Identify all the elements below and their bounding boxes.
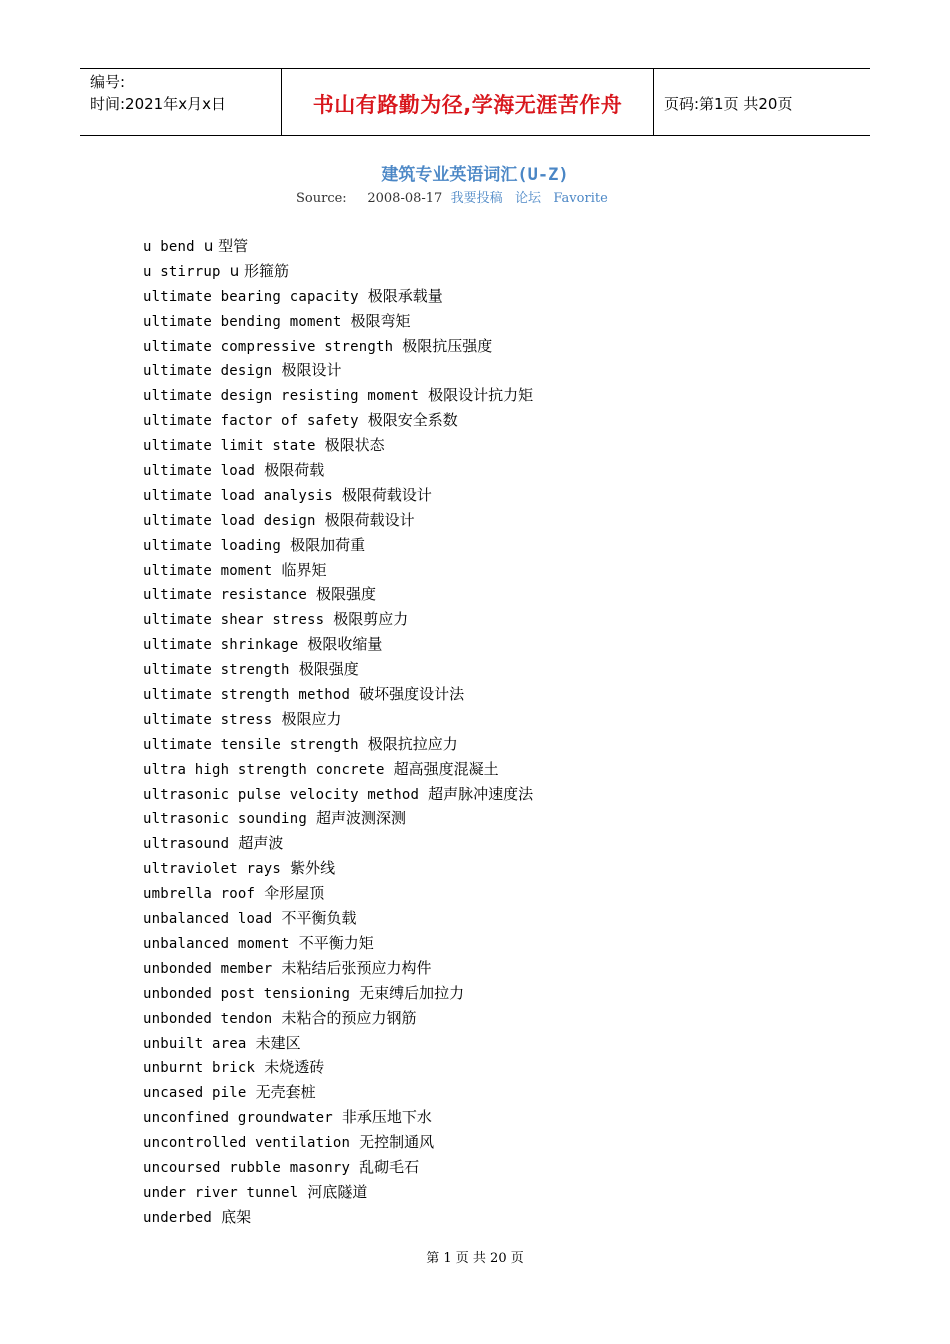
vocab-term-chinese: 底架: [221, 1207, 252, 1226]
vocab-term-chinese: 极限抗压强度: [402, 336, 493, 355]
document-title: 建筑专业英语词汇(U-Z): [381, 165, 569, 185]
vocab-term-chinese: 超声脉冲速度法: [428, 784, 534, 803]
vocab-term-chinese: 极限应力: [281, 709, 342, 728]
vocab-entry: [143, 483, 533, 508]
vocab-entry: [143, 1130, 533, 1155]
vocab-term-chinese: 河底隧道: [307, 1182, 368, 1201]
vocab-term-chinese: 超声波测深测: [315, 809, 406, 828]
vocab-term-english: ultimate design: [143, 363, 273, 380]
vocab-entry: [143, 582, 533, 607]
header-meta: [80, 69, 281, 135]
vocab-term-english: under river tunnel: [143, 1184, 299, 1201]
vocab-term-english: ultimate tensile strength: [143, 736, 359, 753]
vocab-term-english: ultimate load design: [143, 512, 316, 529]
vocab-term-english: umbrella roof: [143, 886, 256, 903]
vocab-entry: [143, 831, 533, 856]
vocab-term-chinese: 极限荷载设计: [341, 485, 432, 504]
vocab-term-chinese: 非承压地下水: [341, 1108, 432, 1127]
vocab-entry: [143, 657, 533, 682]
vocab-term-english: ultraviolet rays: [143, 861, 282, 878]
vocab-term-english: ultimate limit state: [143, 438, 316, 455]
vocab-term-english: ultimate resistance: [143, 587, 307, 604]
vocab-entry: [143, 1006, 533, 1031]
vocab-term-english: unbuilt area: [143, 1035, 247, 1052]
vocab-term-chinese: 极限收缩量: [307, 635, 383, 654]
vocab-term-chinese: 极限剪应力: [333, 610, 409, 629]
vocab-term-english: ultra high strength concrete: [143, 761, 385, 778]
vocab-term-english: ultimate moment: [143, 562, 273, 579]
vocab-term-chinese: 不平衡负载: [281, 909, 357, 928]
vocab-term-chinese: 极限承载量: [367, 286, 443, 305]
vocab-entry: [143, 508, 533, 533]
vocab-term-chinese: 极限强度: [298, 660, 359, 679]
source-line: [296, 187, 608, 206]
vocab-entry: [143, 1180, 533, 1205]
vocab-entry: [143, 259, 533, 284]
vocab-term-chinese: 极限安全系数: [367, 411, 458, 430]
page-footer: 第 1 页 共 20 页: [426, 1251, 524, 1266]
source-label: Source:: [296, 191, 347, 206]
vocab-term-english: underbed: [143, 1209, 213, 1226]
vocab-entry: [143, 284, 533, 309]
vocab-term-english: unbonded post tensioning: [143, 985, 351, 1002]
vocab-entry: [143, 334, 533, 359]
vocab-term-chinese: 极限荷载: [264, 461, 325, 480]
vocab-term-chinese: 极限强度: [315, 585, 376, 604]
vocab-entry: [143, 1155, 533, 1180]
source-date: 2008-08-17: [367, 191, 443, 206]
vocab-entry: [143, 682, 533, 707]
vocab-entry: [143, 533, 533, 558]
vocab-term-chinese: 未粘合的预应力钢筋: [281, 1008, 417, 1027]
vocab-entry: [143, 632, 533, 657]
number-label: 编号:: [90, 73, 126, 91]
vocab-term-english: unbalanced moment: [143, 935, 290, 952]
vocab-entry: [143, 956, 533, 981]
vocab-term-english: ultimate strength method: [143, 687, 351, 704]
vocab-term-english: ultimate loading: [143, 537, 282, 554]
vocab-entry: [143, 1055, 533, 1080]
vocab-term-english: unconfined groundwater: [143, 1110, 333, 1127]
vocab-term-chinese: 超高强度混凝土: [393, 759, 499, 778]
vocab-term-chinese: 极限设计: [281, 361, 342, 380]
vocab-term-chinese: u 型管: [203, 237, 249, 255]
vocab-entry: [143, 782, 533, 807]
vocab-term-english: uncoursed rubble masonry: [143, 1159, 351, 1176]
vocab-entry: [143, 732, 533, 757]
vocab-term-english: unbalanced load: [143, 911, 273, 928]
vocab-entry: [143, 433, 533, 458]
vocab-term-english: u bend: [143, 239, 195, 255]
vocab-entry: [143, 757, 533, 782]
time-label: 时间:2021年x月x日: [90, 95, 226, 113]
vocab-term-chinese: 极限设计抗力矩: [428, 386, 534, 405]
vocab-term-chinese: 未烧透砖: [264, 1058, 325, 1077]
vocab-term-chinese: 临界矩: [281, 560, 327, 579]
vocab-term-chinese: 无束缚后加拉力: [359, 983, 465, 1002]
vocab-term-english: ultimate shear stress: [143, 612, 325, 629]
vocab-entry: [143, 1031, 533, 1056]
vocab-term-chinese: 紫外线: [290, 859, 336, 878]
vocab-entry: [143, 1105, 533, 1130]
vocab-term-chinese: 极限荷载设计: [324, 510, 415, 529]
vocab-entry: [143, 707, 533, 732]
vocab-term-chinese: 未粘结后张预应力构件: [281, 958, 432, 977]
vocab-entry: [143, 383, 533, 408]
favorite-link[interactable]: Favorite: [553, 191, 608, 206]
page-info-text: 页码:第1页 共20页: [664, 94, 793, 113]
vocab-term-english: ultimate strength: [143, 662, 290, 679]
vocab-entry: [143, 881, 533, 906]
vocab-entry: [143, 607, 533, 632]
vocab-term-english: ultimate design resisting moment: [143, 388, 420, 405]
vocab-term-chinese: 乱砌毛石: [359, 1157, 420, 1176]
vocab-term-english: unbonded tendon: [143, 1010, 273, 1027]
vocab-entry: [143, 458, 533, 483]
vocab-term-english: ultrasonic sounding: [143, 811, 307, 828]
vocab-term-english: unbonded member: [143, 960, 273, 977]
vocab-term-chinese: 无控制通风: [359, 1133, 435, 1152]
vocab-entry: [143, 931, 533, 956]
vocab-entry: [143, 358, 533, 383]
vocab-term-chinese: 极限弯矩: [350, 311, 411, 330]
header-motto-cell: [281, 69, 654, 135]
vocab-term-chinese: 极限抗拉应力: [367, 734, 458, 753]
vocab-term-english: u stirrup: [143, 263, 221, 280]
vocab-entry: [143, 906, 533, 931]
vocab-entry: [143, 558, 533, 583]
vocab-entry: [143, 1080, 533, 1105]
vocab-entry: [143, 856, 533, 881]
document-header: [80, 68, 870, 136]
vocab-term-chinese: 无壳套桩: [255, 1083, 316, 1102]
vocab-term-english: ultimate bearing capacity: [143, 288, 359, 305]
vocab-term-english: unburnt brick: [143, 1060, 256, 1077]
vocab-entry: [143, 1205, 533, 1230]
vocab-entry: [143, 806, 533, 831]
vocab-term-english: ultimate bending moment: [143, 313, 342, 330]
vocab-term-english: ultrasonic pulse velocity method: [143, 786, 420, 803]
submit-link[interactable]: 我要投稿: [450, 191, 503, 206]
vocab-term-english: uncased pile: [143, 1085, 247, 1102]
vocab-term-chinese: 超声波: [238, 834, 284, 853]
vocab-entry: [143, 408, 533, 433]
vocab-term-english: ultimate compressive strength: [143, 338, 394, 355]
vocab-term-english: ultimate factor of safety: [143, 413, 359, 430]
vocab-term-english: ultimate stress: [143, 711, 273, 728]
vocab-term-chinese: u 形箍筋: [229, 261, 289, 280]
vocab-term-chinese: 极限状态: [324, 436, 385, 455]
vocab-term-english: ultrasound: [143, 836, 230, 853]
vocab-term-chinese: 未建区: [255, 1033, 301, 1052]
vocab-term-chinese: 不平衡力矩: [298, 933, 374, 952]
vocab-entry: [143, 981, 533, 1006]
vocab-term-chinese: 伞形屋顶: [264, 884, 325, 903]
forum-link[interactable]: 论坛: [515, 191, 542, 206]
vocab-term-english: ultimate load: [143, 463, 256, 480]
header-page-info: [654, 69, 870, 135]
vocab-entry: [143, 234, 533, 259]
vocab-term-chinese: 破坏强度设计法: [359, 685, 465, 704]
motto-text: 书山有路勤为径,学海无涯苦作舟: [312, 93, 623, 117]
vocabulary-list: [143, 234, 533, 1230]
vocab-term-english: ultimate shrinkage: [143, 637, 299, 654]
vocab-term-english: uncontrolled ventilation: [143, 1135, 351, 1152]
vocab-term-english: ultimate load analysis: [143, 487, 333, 504]
vocab-entry: [143, 309, 533, 334]
vocab-term-chinese: 极限加荷重: [290, 535, 366, 554]
